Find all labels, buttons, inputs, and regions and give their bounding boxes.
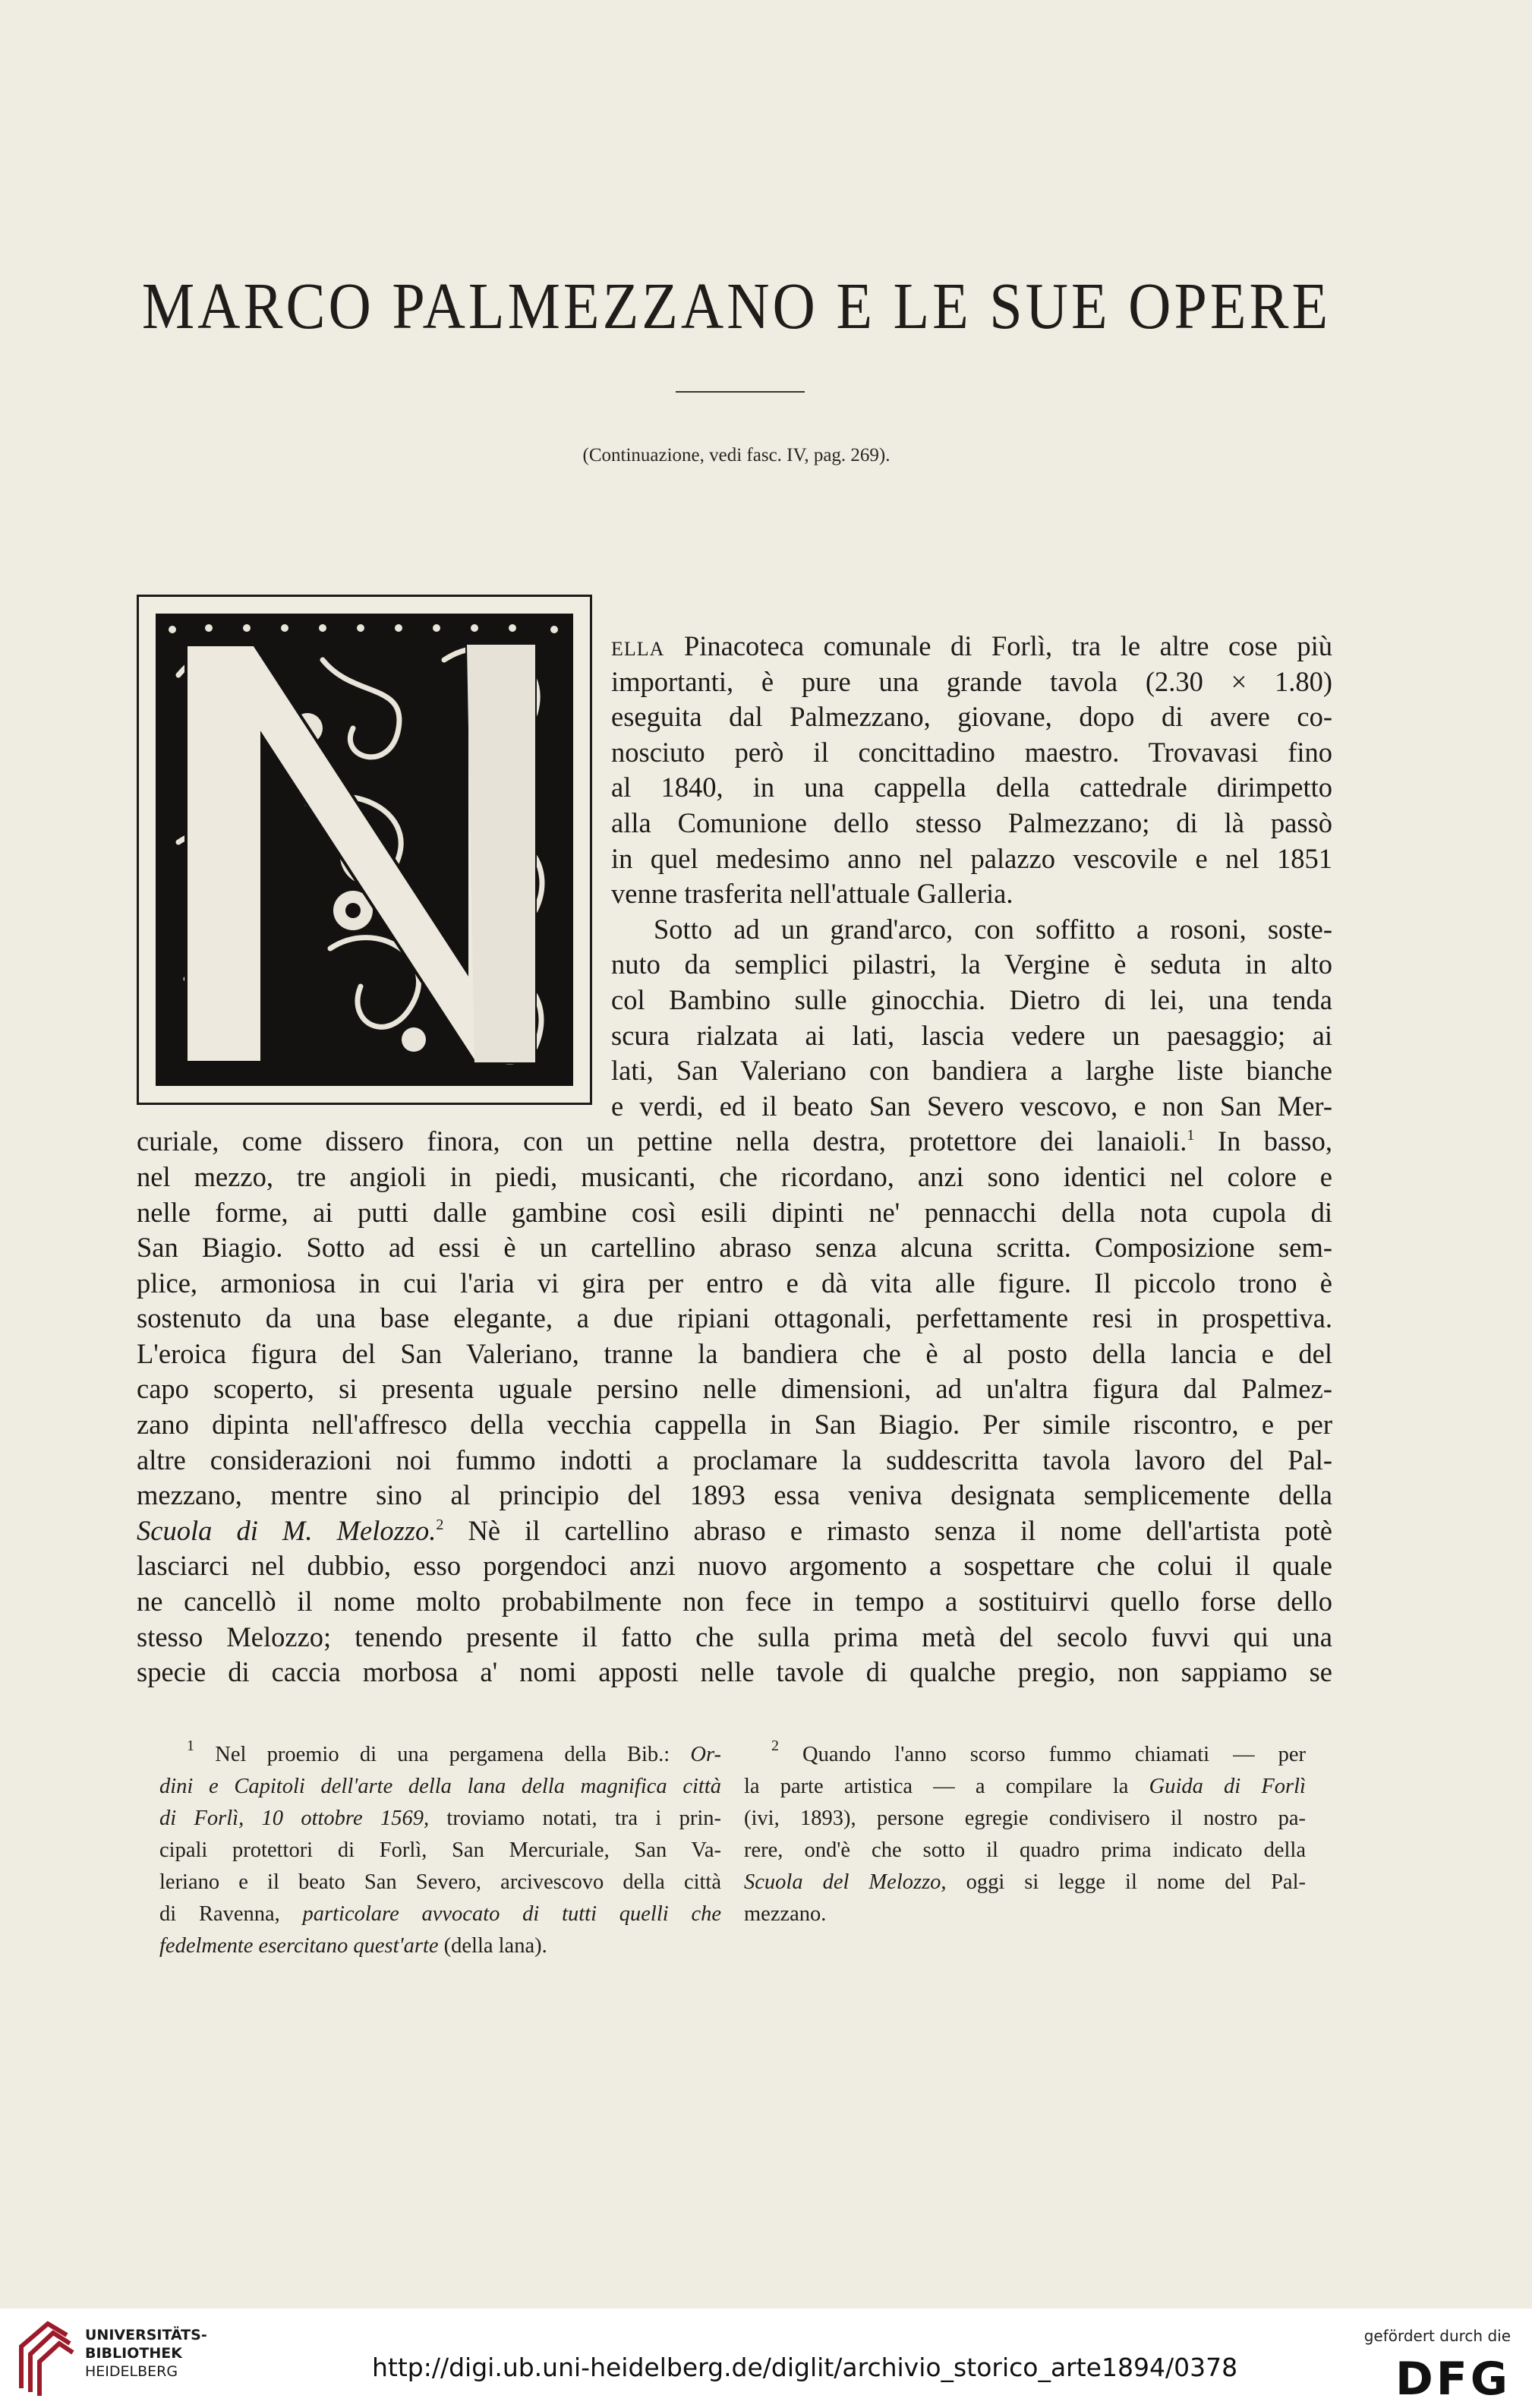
source-url-link[interactable]: http://digi.ub.uni-heidelberg.de/diglit/archivio_storico_arte1894/0378 bbox=[372, 2353, 1238, 2382]
dfg-logo: DFG bbox=[1395, 2353, 1511, 2406]
body-line: col Bambino sulle ginocchia. Dietro di lei, una tenda bbox=[611, 983, 1332, 1015]
body-line: scura rialzata ai lati, lascia vedere un paesaggio; ai bbox=[611, 1019, 1332, 1051]
article-subtitle: (Continuazione, vedi fasc. IV, pag. 269). bbox=[582, 445, 891, 466]
body-line: mezzano, mentre sino al principio del 1893 essa veniva designata semplicemente della bbox=[137, 1479, 1332, 1511]
article-title: MARCO PALMEZZANO E LE SUE OPERE bbox=[141, 268, 1332, 343]
body-line: in quel medesimo anno nel palazzo vescovile e nel 1851 bbox=[611, 842, 1332, 874]
body-line: capo scoperto, si presenta uguale persino nelle dimensioni, ad un'altra figura dal Palmez- bbox=[137, 1373, 1332, 1405]
body-line: ella Pinacoteca comunale di Forlì, tra le altre cose più bbox=[611, 630, 1332, 661]
body-line: al 1840, in una cappella della cattedrale dirimpetto bbox=[611, 772, 1332, 803]
body-line: plice, armoniosa in cui l'aria vi gira per entro e dà vita alle figure. Il piccolo trono è bbox=[137, 1267, 1332, 1299]
body-line: lati, San Valeriano con bandiera a larghe liste bianche bbox=[611, 1055, 1332, 1087]
body-line: zano dipinta nell'affresco della vecchia cappella in San Biagio. Per simile riscontro, e per bbox=[137, 1409, 1332, 1441]
body-line: nel mezzo, tre angioli in piedi, musicanti, che ricordano, anzi sono identici nel colore e bbox=[137, 1160, 1332, 1192]
body-line: altre considerazioni noi fummo indotti a proclamare la suddescritta tavola lavoro del Pal- bbox=[137, 1444, 1332, 1475]
footer-bar bbox=[0, 2309, 1532, 2408]
body-line: nuto da semplici pilastri, la Vergine è seduta in alto bbox=[611, 948, 1332, 980]
first-paragraph-block bbox=[611, 629, 1332, 1124]
body-line: nosciuto però il concittadino maestro. Trovavasi fino bbox=[611, 736, 1332, 768]
body-line: Sotto ad un grand'arco, con soffitto a rosoni, soste- bbox=[654, 913, 1332, 945]
library-logo-icon bbox=[14, 2316, 74, 2400]
body-line: nelle forme, ai putti dalle gambine così esili dipinti ne' pennacchi della nota cupola di bbox=[137, 1196, 1332, 1228]
body-line: ne cancellò il nome molto probabilmente non fece in tempo a sostituirvi quello forse dello bbox=[137, 1586, 1332, 1617]
body-line: importanti, è pure una grande tavola (2.30 × 1.80) bbox=[611, 665, 1332, 697]
body-line: e verdi, ed il beato San Severo vescovo, e non San Mer- bbox=[611, 1090, 1332, 1122]
footnote-1: $^1$ Nel proemio di una pergamena della Bib.: Or- dini e Capitoli dell'arte della lana della magnifica città di Forlì, 10 ottobre 1569, troviamo notati, tra i prin- cipali protettori di Forlì, San Mercuriale, San Va- leriano e il beato San Severo, arcivescovo della città di Ravenna, particolare avvocato di tutti quelli che fedelmente esercitano quest'arte (della lana). bbox=[159, 1737, 721, 1958]
library-name: UNIVERSITÄTS- BIBLIOTHEK HEIDELBERG bbox=[85, 2327, 207, 2380]
body-line: stesso Melozzo; tenendo presente il fatto che sulla prima metà del secolo fuvvi qui una bbox=[137, 1621, 1332, 1652]
body-line: Scuola di M. Melozzo.$^2$ Nè il cartellino abraso e rimasto senza il nome dell'artista potè bbox=[137, 1514, 1332, 1546]
body-line: specie di caccia morbosa a' nomi apposti nelle tavole di qualche pregio, non sappiamo se bbox=[137, 1656, 1332, 1688]
body-line: sostenuto da una base elegante, a due ripiani ottagonali, perfettamente resi in prospettiva. bbox=[137, 1302, 1332, 1334]
title-divider bbox=[676, 391, 805, 393]
body-line: eseguita dal Palmezzano, giovane, dopo di avere co- bbox=[611, 701, 1332, 733]
funding-note: gefördert durch die bbox=[1363, 2327, 1511, 2345]
article-body bbox=[137, 629, 1332, 1690]
body-line: lasciarci nel dubbio, esso porgendoci anzi nuovo argomento a sospettare che colui il quale bbox=[137, 1550, 1332, 1582]
footnote-2: $^2$ Quando l'anno scorso fummo chiamati — per la parte artistica — a compilare la Guida di Forlì (ivi, 1893), persone egregie condivisero il nostro pa- rere, ond'è che sotto il quadro prima indicato della Scuola del Melozzo, oggi si legge il nome del Pal- mezzano. bbox=[744, 1737, 1306, 1926]
body-line: San Biagio. Sotto ad essi è un cartellino abraso senza alcuna scritta. Composizione sem- bbox=[137, 1232, 1332, 1264]
body-line: alla Comunione dello stesso Palmezzano; di là passò bbox=[611, 806, 1332, 838]
body-line: venne trasferita nell'attuale Galleria. bbox=[611, 878, 1013, 910]
body-line: L'eroica figura del San Valeriano, tranne la bandiera che è al posto della lancia e del bbox=[137, 1337, 1332, 1369]
body-line: curiale, come dissero finora, con un pettine nella destra, protettore dei lanaioli.$^1$ In basso, bbox=[137, 1125, 1333, 1157]
